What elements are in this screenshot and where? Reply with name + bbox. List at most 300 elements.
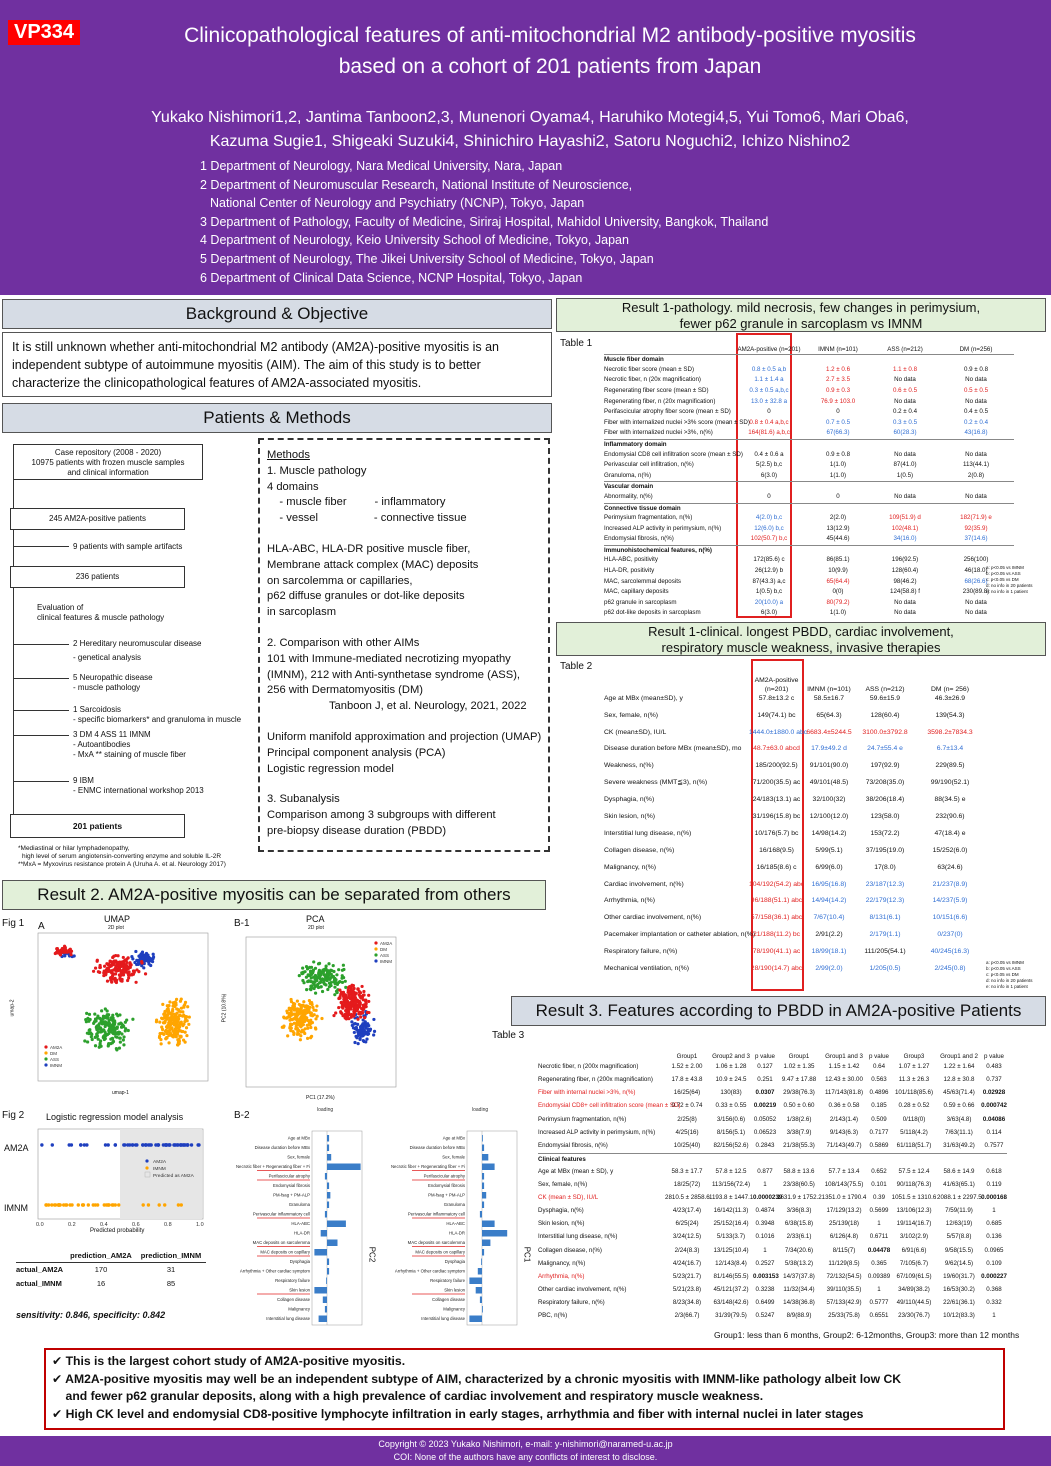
pca-point [296, 999, 299, 1002]
table-row [604, 524, 1014, 535]
table-cell: 7/59(11.9) [945, 1207, 973, 1215]
umap-point [164, 1019, 167, 1022]
loading-chart-pc2 [217, 1105, 377, 1330]
umap-point [96, 1024, 99, 1027]
loading-feature-label: Perivascular inflammatory cell [407, 1211, 465, 1217]
logreg-point-am2a [79, 1143, 82, 1146]
table-row [604, 365, 1014, 376]
pca-point [354, 1002, 357, 1005]
loading-bar [327, 1202, 329, 1209]
table-cell: 0.0000239 [753, 1194, 783, 1202]
row-label: Inflammatory domain [604, 440, 667, 448]
pca-point [359, 1034, 362, 1037]
loading-bar [325, 1306, 327, 1313]
table-cell: No data [894, 609, 916, 617]
pca-point [372, 1018, 375, 1021]
patients-methods-heading: Patients & Methods [2, 403, 552, 433]
table-header-cell: IMNM (n=101) [807, 685, 851, 693]
table-cell: 37(14.6) [964, 535, 988, 543]
umap-point [166, 1004, 169, 1007]
conclusion-point: ✔ AM2A-positive myositis may well be an independent subtype of AIM, characterized by a chronic myositis with IMNM-like pathology albeit low CK [52, 1371, 902, 1386]
table-cell: 1444.0±1880.0 abc [749, 728, 808, 736]
table-cell: 0.5869 [869, 1141, 889, 1149]
table-cell: 12/143(8.4) [715, 1259, 747, 1267]
table-row [604, 587, 1014, 598]
table-row [604, 598, 1014, 609]
loading-bar [482, 1202, 484, 1209]
table-cell: 0.28 ± 0.52 [898, 1102, 930, 1110]
table-cell: 1.02 ± 1.35 [783, 1063, 815, 1071]
table-cell: 10/151(6.6) [932, 914, 968, 922]
table-row [538, 1153, 1007, 1166]
loading-axis-pc1: PC1 [522, 1246, 532, 1263]
loading-feature-label: Malignancy [288, 1306, 310, 1312]
table-cell: 0(0) [832, 588, 844, 596]
pca-point [352, 1010, 355, 1013]
logreg-point-imnm [62, 1203, 65, 1206]
table-row [604, 577, 1014, 588]
table-cell: 130(83) [720, 1089, 742, 1097]
umap-point [114, 1035, 117, 1038]
pca-point [293, 1022, 296, 1025]
pca-point [301, 979, 304, 982]
loading-feature-label: HLA-DR [449, 1230, 465, 1236]
umap-point [168, 1029, 171, 1032]
pca-point [308, 999, 311, 1002]
result3-heading: Result 3. Features according to PBDD in AM2A-positive Patients [511, 996, 1046, 1026]
table-cell: 6/38(15.8) [784, 1220, 814, 1228]
poster-footer [0, 1436, 1051, 1466]
pca-point [310, 1012, 313, 1015]
table-cell: 113/156(72.4) [711, 1181, 751, 1189]
result1-clinical-heading: Result 1-clinical. longest PBDD, cardiac involvement, respiratory muscle weakness, invasive therapies [556, 622, 1046, 656]
pca-point [329, 984, 332, 987]
pca-point [357, 1042, 360, 1045]
umap-point [165, 1029, 168, 1032]
umap-point [172, 1013, 175, 1016]
pca-point [304, 1027, 307, 1030]
table-cell: 0.365 [871, 1259, 887, 1267]
methods-line: 2. Comparison with other AIMs [267, 636, 420, 649]
pca-point [355, 1026, 358, 1029]
loading-bar [327, 1135, 329, 1142]
conclusion-point: and fewer p62 granular deposits, along with a high prevalence of cardiac involvement and respiratory muscle weakness. [52, 1389, 764, 1403]
table-cell: 57.7 ± 13.4 [828, 1167, 860, 1175]
table-cell: 88(34.5) e [934, 796, 966, 804]
row-label: Arrhythmia, n(%) [604, 897, 655, 905]
result1-pathology-heading: Result 1-pathology. mild necrosis, few changes in perimysium, fewer p62 granule in sarcoplasm vs IMNM [556, 298, 1046, 332]
table-row [604, 354, 1014, 365]
table-cell: 1(1.0) [829, 609, 847, 617]
flow-excl-sarcoidosis: 1 Sarcoidosis - specific biomarkers* and granuloma in muscle [73, 705, 242, 724]
table-cell: 0.4 ± 0.5 [963, 408, 989, 416]
table-cell: 90/118(76.3) [896, 1181, 932, 1189]
pca-point [292, 1002, 295, 1005]
affiliation: 3 Department of Pathology, Faculty of Medicine, Siriraj Hospital, Mahidol University, Bangkok, Thailand [200, 214, 769, 229]
loading-feature-label: MAC deposits on capillary [260, 1249, 310, 1255]
table-row [604, 397, 1014, 408]
pca-point [313, 1013, 316, 1016]
row-label: Weakness, n(%) [604, 762, 654, 770]
table-cell: 0.64 [872, 1063, 886, 1071]
pca-point [345, 1009, 348, 1012]
pca-point [311, 1003, 314, 1006]
pca-point [304, 1009, 307, 1012]
table-cell: 2(0.8) [967, 471, 985, 479]
table-cell: 3/38(7.9) [786, 1128, 812, 1136]
pca-point [327, 970, 330, 973]
loading-bar [476, 1287, 482, 1294]
loading-bar [482, 1249, 484, 1256]
methods-line: Membrane attack complex (MAC) deposits [267, 558, 479, 571]
loading-bar [482, 1221, 495, 1228]
logreg-ylabel-am2a: AM2A [4, 1143, 29, 1153]
table-row [604, 503, 1014, 514]
legend-label: AM2A [50, 1045, 63, 1050]
umap-point [127, 956, 130, 959]
table-cell: 5/23(21.7) [672, 1272, 702, 1280]
row-label: CK (mean ± SD), IU/L [538, 1194, 599, 1202]
table-cell: 1.22 ± 1.64 [943, 1063, 975, 1071]
table-cell: 20(10.0) a [754, 598, 784, 606]
legend-label: Predicted as AM2A [153, 1174, 194, 1179]
umap-point [135, 968, 138, 971]
table-cell: 108/143(75.5) [824, 1181, 864, 1189]
umap-point [96, 1017, 99, 1020]
table-cell: 23/30(76.7) [898, 1311, 930, 1319]
table-cell: 34/89(38.2) [898, 1285, 930, 1293]
table-cell: 2/33(6.1) [786, 1233, 812, 1241]
table-header-cell: Group1 [788, 1053, 810, 1061]
affiliation: 1 Department of Neurology, Nara Medical University, Nara, Japan [200, 159, 563, 173]
loading-feature-label: Age at MBx [287, 1135, 310, 1141]
umap-point [122, 1038, 125, 1041]
table-cell: 80(79.2) [826, 598, 850, 606]
umap-point [92, 970, 95, 973]
pca-point [282, 1015, 285, 1018]
pca-point [302, 1018, 305, 1021]
table-cell: 81/146(55.5) [713, 1272, 749, 1280]
umap-point [169, 1026, 172, 1029]
table-cell: 0.368 [986, 1285, 1002, 1293]
table-row [604, 418, 1014, 429]
logreg-point-imnm [68, 1203, 71, 1206]
methods-citation: Tanboon J, et al. Neurology, 2021, 2022 [267, 700, 527, 713]
methods-line: p62 diffuse granules or dot-like deposits [267, 590, 465, 603]
table-cell: No data [894, 450, 916, 458]
table-cell: 17(8.0) [874, 863, 896, 871]
loading-bar [482, 1192, 486, 1199]
loading-bar [478, 1268, 482, 1275]
table-cell: 10(9.9) [828, 567, 848, 575]
flow-box-201: 201 patients [10, 814, 185, 838]
table-cell: 1 [763, 1246, 767, 1254]
umap-point [118, 977, 121, 980]
table-cell: 4/24(16.7) [672, 1259, 702, 1267]
loading-bar [482, 1164, 495, 1171]
table-row [604, 481, 1014, 492]
table-cell: 92(35.9) [964, 524, 988, 532]
umap-point [122, 1025, 125, 1028]
table-cell: 196(92.5) [891, 556, 919, 564]
table-cell: 32/100(32) [812, 796, 846, 804]
pca-point [308, 966, 311, 969]
row-label: Collagen disease, n(%) [604, 846, 675, 854]
umap-point [63, 951, 66, 954]
pca-point [372, 1033, 375, 1036]
table-cell: 6/99(6.0) [815, 863, 843, 871]
pca-point [288, 1015, 291, 1018]
pca-scatter [242, 933, 402, 1093]
table-cell: 1193.8 ± 1447.1 [709, 1194, 754, 1202]
pca-point [308, 1006, 311, 1009]
pca-point [342, 991, 345, 994]
table-cell: 25/33(75.8) [828, 1311, 860, 1319]
umap-point [122, 973, 125, 976]
logreg-point-imnm [158, 1203, 161, 1206]
table-row [604, 947, 984, 964]
umap-point [180, 1021, 183, 1024]
umap-point [181, 1024, 184, 1027]
logreg-point-imnm [77, 1203, 80, 1206]
legend-marker [374, 953, 377, 956]
loading-bar [323, 1297, 327, 1304]
pca-point [366, 1011, 369, 1014]
logreg-tick: 0.4 [100, 1222, 108, 1228]
table-cell: 11/129(8.5) [828, 1259, 860, 1267]
table-cell: 139(54.3) [935, 711, 965, 719]
umap-point [167, 1021, 170, 1024]
logreg-point-imnm [45, 1203, 48, 1206]
conf-cell: 85 [166, 1279, 176, 1288]
table-cell: 2.7 ± 3.5 [825, 376, 851, 384]
table-cell: 9/58(15.5) [944, 1246, 974, 1254]
loading-bar [327, 1145, 329, 1152]
umap-point [171, 1010, 174, 1013]
table-cell: 0 [836, 408, 840, 416]
table-cell: 12.43 ± 30.00 [825, 1076, 863, 1084]
umap-point [150, 959, 153, 962]
pca-panel-label: B-1 [234, 918, 250, 929]
table-cell: 28/190(14.7) abc [750, 965, 803, 973]
table-cell: No data [965, 450, 987, 458]
pca-point [362, 1028, 365, 1031]
umap-point [97, 970, 100, 973]
conf-cell: 31 [166, 1265, 176, 1274]
pca-point [305, 965, 308, 968]
table-cell: 0 [767, 492, 771, 500]
authors-line-1: Yukako Nishimori1,2, Jantima Tanboon2,3, Munenori Oyama4, Haruhiko Motegi4,5, Yui Tomo6, Mari Oba6, [151, 109, 909, 126]
flow-exclusion-artifacts: 9 patients with sample artifacts [73, 542, 183, 551]
table-cell: 0.509 [871, 1115, 887, 1123]
table-cell: 63(24.6) [937, 863, 963, 871]
table-cell: 1 [992, 1207, 996, 1215]
umap-point [87, 1032, 90, 1035]
methods-line: 1. Muscle pathology [267, 464, 367, 477]
umap-point [88, 1029, 91, 1032]
row-label: Immunohistochemical features, n(%) [604, 546, 712, 554]
table-cell: No data [965, 609, 987, 617]
table-cell: 3/36(8.3) [786, 1207, 812, 1215]
table-cell: 0/237(0) [937, 931, 963, 939]
table-row [604, 375, 1014, 386]
flow-box-236: 236 patients [10, 566, 185, 588]
umap-point [176, 1038, 179, 1041]
pca-point [320, 1017, 323, 1020]
legend-label: IMNM [380, 959, 392, 964]
pca-point [332, 970, 335, 973]
loading-feature-label: Respiratory failure [275, 1278, 310, 1283]
table-cell: 96/188(51.1) abc [750, 897, 803, 905]
umap-point [179, 1035, 182, 1038]
pca-point [289, 1025, 292, 1028]
logreg-point-am2a [176, 1143, 179, 1146]
loading-feature-label: Interstitial lung disease [421, 1316, 465, 1321]
affiliation: 5 Department of Neurology, The Jikei University School of Medicine, Tokyo, Japan [200, 251, 654, 266]
table-header-cell: Group1 [676, 1053, 698, 1061]
table-cell: 3598.2±7834.3 [927, 728, 973, 736]
table-row [604, 513, 1014, 524]
table-cell: 0.50 ± 0.60 [783, 1102, 815, 1110]
table-header-cell: IMNM (n=101) [818, 346, 858, 354]
table-cell: 0.6499 [755, 1298, 775, 1306]
table-cell: 76.9 ± 103.0 [820, 397, 856, 405]
table-cell: 149(74.1) bc [757, 711, 796, 719]
table-header-row [604, 660, 984, 694]
loading-bar [482, 1173, 484, 1180]
logreg-point-am2a [51, 1143, 54, 1146]
table-cell: 22/61(36.1) [943, 1298, 975, 1306]
table-cell: 109(51.9) d [889, 514, 921, 522]
umap-point [85, 1012, 88, 1015]
umap-point [121, 963, 124, 966]
umap-point [86, 1017, 89, 1020]
row-label: Granuloma, n(%) [604, 471, 652, 479]
umap-panel-label: A [38, 921, 45, 932]
logreg-point-am2a [131, 1143, 134, 1146]
table-cell: 1.15 ± 1.42 [828, 1063, 860, 1071]
authors-line-2: Kazuma Sugie1, Shigeaki Suzuki4, Shinichiro Hayashi2, Satoru Noguchi2, Ichizo Nishino2 [209, 133, 851, 150]
pca-point [295, 1012, 298, 1015]
table-cell: 185/200(92.5) [755, 762, 798, 770]
methods-line: 256 with Dermatomyositis (DM) [267, 684, 424, 697]
loading-bar [482, 1154, 488, 1161]
loading-title: loading [317, 1107, 334, 1113]
loading-feature-label: Respiratory failure [430, 1278, 465, 1283]
pca-point [301, 966, 304, 969]
umap-point [155, 1020, 158, 1023]
table-cell: 14/98(14.2) [811, 829, 847, 837]
table-cell: 0.0965 [984, 1246, 1004, 1254]
plot-area [467, 1131, 517, 1325]
umap-point [175, 998, 178, 1001]
loading-bar [327, 1240, 338, 1247]
table-row [604, 386, 1014, 397]
pca-point [308, 1023, 311, 1026]
pca-point [341, 969, 344, 972]
table-cell: 1631.9 ± 1752.2 [777, 1194, 822, 1202]
table-cell: 230(89.8) [962, 588, 990, 596]
loading-feature-label: Disease duration before MBx [409, 1145, 465, 1150]
row-label: Other cardiac involvement, n(%) [538, 1285, 627, 1293]
umap-point [161, 1032, 164, 1035]
row-label: Disease duration before MBx (mean±SD), mo [604, 745, 742, 753]
loading-feature-label: Arrhythmia + Other cardiac symptom [239, 1268, 310, 1274]
pca-point [309, 1026, 312, 1029]
umap-title: UMAP [104, 914, 131, 924]
table-row [538, 1061, 1007, 1074]
umap-point [113, 1032, 116, 1035]
umap-point [179, 1010, 182, 1013]
table-cell: 0.7577 [984, 1141, 1004, 1149]
row-label: Malignancy, n(%) [538, 1259, 586, 1267]
row-label: Endomysial CD8+ cell infiltration score (mean ± SD) [538, 1102, 681, 1110]
table-cell: 16/95(16.8) [811, 880, 847, 888]
pca-point [334, 1011, 337, 1014]
umap-point [85, 1020, 88, 1023]
table-cell: 12/100(12.0) [809, 813, 849, 821]
pca-point [313, 983, 316, 986]
pca-point [352, 995, 355, 998]
row-label: Sex, female, n(%) [604, 711, 659, 719]
table-cell: 0.8 ± 0.5 a,b [751, 365, 787, 373]
table-cell: 0.4874 [755, 1207, 775, 1215]
table-cell: 37/195(19.0) [865, 846, 905, 854]
conf-header: prediction_AM2A [70, 1251, 132, 1260]
table-header-cell: DM (n= 256) [931, 685, 969, 693]
table-cell: 0.59 ± 0.66 [943, 1102, 975, 1110]
umap-point [103, 965, 106, 968]
umap-point [109, 1038, 112, 1041]
umap-point [158, 1021, 161, 1024]
pca-point [352, 984, 355, 987]
table-cell: 0.5777 [869, 1298, 889, 1306]
loading-feature-label: Perifascicular atrophy [268, 1173, 310, 1179]
table-cell: 23/38(60.5) [783, 1181, 815, 1189]
table-cell: 24.7±55.4 e [867, 745, 903, 753]
pca-point [332, 975, 335, 978]
table-cell: 61/118(51.7) [896, 1141, 932, 1149]
pca-point [349, 1007, 352, 1010]
flow-notes: *Mediastinal or hilar lymphadenopathy, high level of serum angiotensin-converting enzyme and soluble IL-2R **MxA = Myxovirus resistance protein A (Uruha A. et al. Neurology 2017) [18, 845, 226, 868]
conf-row-label: actual_AM2A [16, 1265, 64, 1274]
table-row [538, 1140, 1007, 1153]
pca-point [309, 988, 312, 991]
table-cell: 46(18.0) [964, 567, 988, 575]
loading-feature-label: PM-fsag + PM-ALP [273, 1192, 310, 1198]
table-cell: 0.4 ± 0.6 a [754, 450, 784, 458]
table-row [538, 1297, 1007, 1310]
umap-point [165, 1036, 168, 1039]
row-label: Dysphagia, n(%) [604, 796, 655, 804]
row-label: Fiber with internal nuclei >3%, n(%) [538, 1089, 636, 1097]
umap-point [139, 954, 142, 957]
pca-point [311, 971, 314, 974]
table-cell: 0.5247 [755, 1311, 775, 1319]
table-cell: 1051.5 ± 1310.6 [891, 1194, 937, 1202]
table-cell: 41/63(65.1) [943, 1181, 975, 1189]
umap-point [106, 1016, 109, 1019]
pca-point [292, 1033, 295, 1036]
pca-point [300, 1024, 303, 1027]
table-cell: 0.04478 [867, 1246, 891, 1254]
pca-point [316, 975, 319, 978]
table-cell: 15/252(6.0) [932, 846, 968, 854]
umap-point [119, 1037, 122, 1040]
table-row [604, 608, 1014, 619]
table-cell: 6(3.0) [760, 609, 778, 617]
table-row [538, 1166, 1007, 1179]
